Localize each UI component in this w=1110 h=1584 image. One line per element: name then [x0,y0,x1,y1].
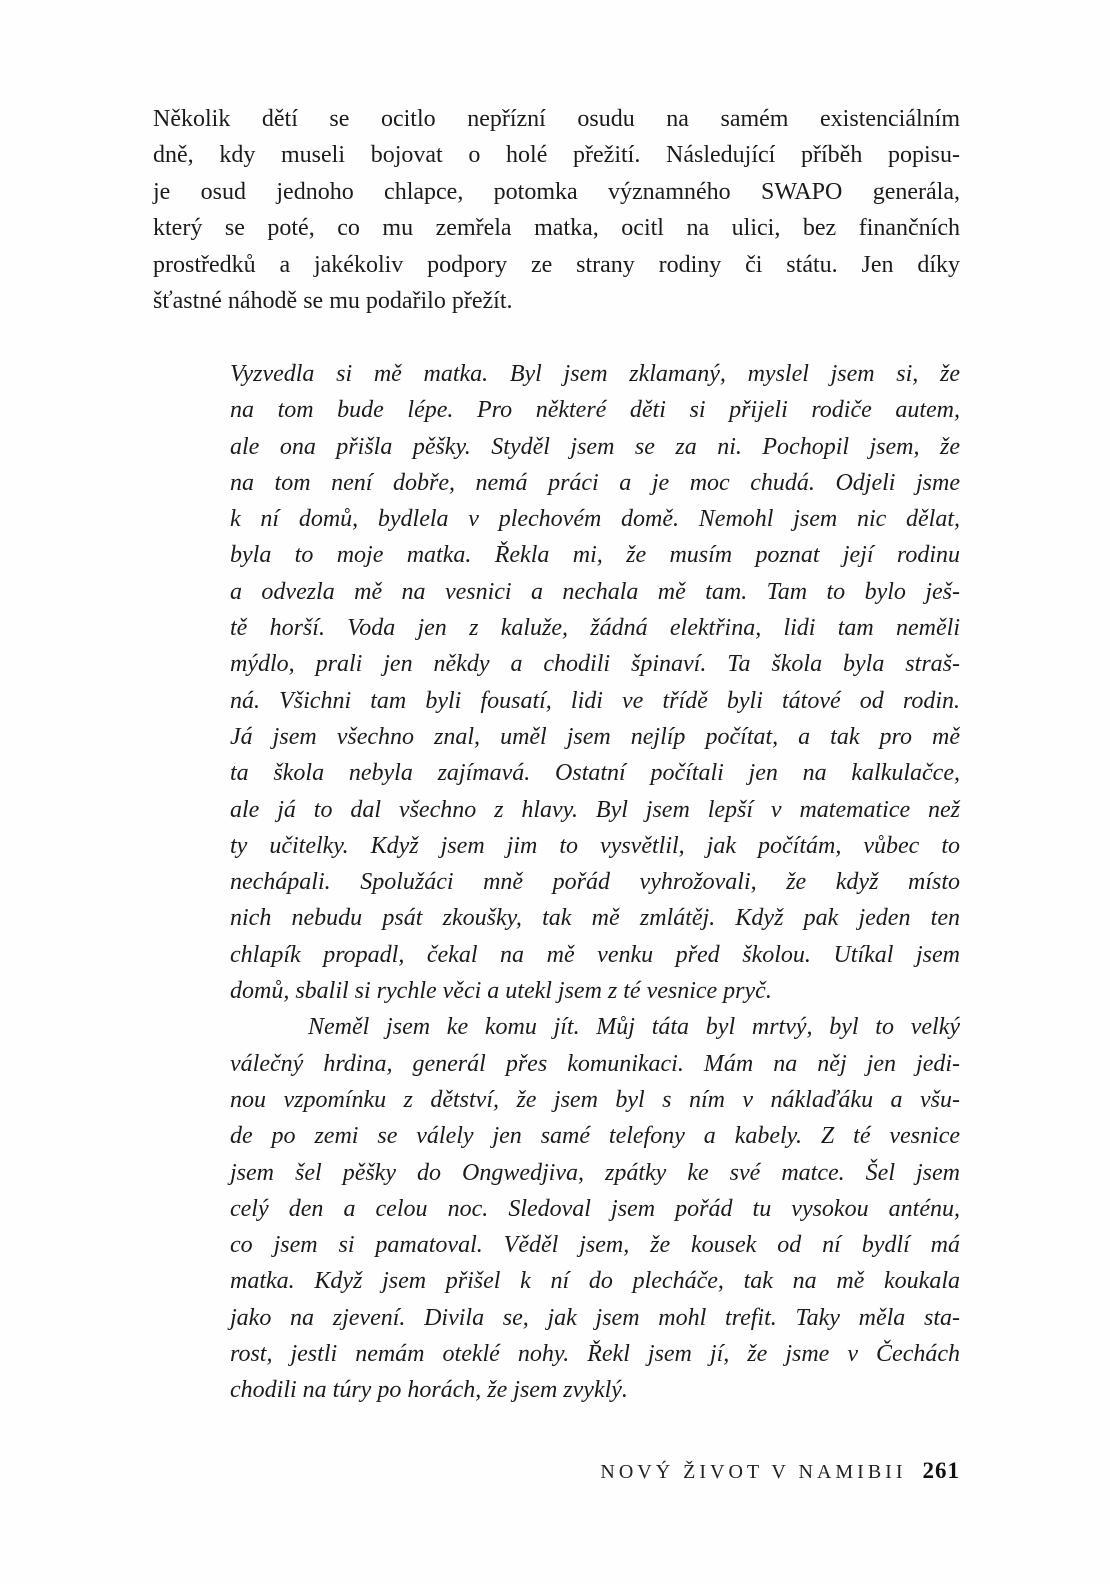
text-line: šťastné náhodě se mu podařilo přežít. [153,288,513,315]
text-line: který se poté, co mu zemřela matka, ocitl na ulici, bez finančních [153,215,960,242]
text-line: ta škola nebyla zajímavá. Ostatní počítali jen na kalkulačce, [230,760,960,787]
text-line: válečný hrdina, generál přes komunikaci. Mám na něj jen jedi- [230,1050,960,1077]
text-line: de po zemi se válely jen samé telefony a kabely. Z té vesnice [230,1123,960,1150]
text-line: ale já to dal všechno z hlavy. Byl jsem lepší v matematice než [230,796,960,823]
text-line: k ní domů, bydlela v plechovém domě. Nemohl jsem nic dělat, [230,506,960,533]
text-line: celý den a celou noc. Sledoval jsem pořád tu vysokou anténu, [230,1195,960,1222]
text-line: na tom není dobře, nemá práci a je moc chudá. Odjeli jsme [230,469,960,496]
text-line: tě horší. Voda jen z kaluže, žádná elektřina, lidi tam neměli [230,615,960,642]
text-line: dně, kdy museli bojovat o holé přežití. Následující příběh popisu- [153,142,960,169]
text-line: a odvezla mě na vesnici a nechala mě tam. Tam to bylo ješ- [230,578,960,605]
text-line: Neměl jsem ke komu jít. Můj táta byl mrtvý, byl to velký [308,1014,960,1041]
running-title: NOVÝ ŽIVOT V NAMIBII [600,1461,907,1483]
text-line: jsem šel pěšky do Ongwedjiva, zpátky ke své matce. Šel jsem [230,1159,960,1186]
text-line: prostředků a jakékoliv podpory ze strany rodiny či státu. Jen díky [153,251,960,278]
intro-paragraph [153,101,960,319]
text-line: rost, jestli nemám oteklé nohy. Řekl jsem jí, že jsme v Čechách [230,1341,960,1368]
text-line: ty učitelky. Když jsem jim to vysvětlil, jak počítám, vůbec to [230,832,960,859]
text-line: ale ona přišla pěšky. Styděl jsem se za ni. Pochopil jsem, že [230,433,960,460]
text-line: Já jsem všechno znal, uměl jsem nejlíp počítat, a tak pro mě [230,723,960,750]
text-line: Vyzvedla si mě matka. Byl jsem zklamaný, myslel jsem si, že [230,361,960,387]
text-line: chodili na túry po horách, že jsem zvyklý. [230,1377,628,1404]
text-line: je osud jednoho chlapce, potomka významného SWAPO generála, [153,178,960,205]
text-line: matka. Když jsem přišel k ní do plecháče, tak na mě koukala [230,1268,960,1295]
page-number: 261 [922,1458,960,1483]
text-line: chlapík propadl, čekal na mě venku před školou. Utíkal jsem [230,941,960,968]
quote-block [230,356,960,1409]
text-line: byla to moje matka. Řekla mi, že musím poznat její rodinu [230,542,960,569]
text-line: nou vzpomínku z dětství, že jsem byl s ním v náklaďáku a všu- [230,1086,960,1113]
text-line: nich nebudu psát zkoušky, tak mě zmlátěj. Když pak jeden ten [230,905,960,932]
text-line: co jsem si pamatoval. Věděl jsem, že kousek od ní bydlí má [230,1232,960,1259]
text-line: na tom bude lépe. Pro některé děti si přijeli rodiče autem, [230,397,960,424]
text-line: mýdlo, prali jen někdy a chodili špinaví. Ta škola byla straš- [230,651,960,678]
text-line: Několik dětí se ocitlo nepřízní osudu na samém existenciálním [153,106,960,132]
text-line: domů, sbalil si rychle věci a utekl jsem z té vesnice pryč. [230,978,772,1005]
page-footer [153,1458,960,1484]
text-line: ná. Všichni tam byli fousatí, lidi ve třídě byli tátové od rodin. [230,687,960,714]
text-line: nechápali. Spolužáci mně pořád vyhrožovali, že když místo [230,869,960,896]
text-line: jako na zjevení. Divila se, jak jsem mohl trefit. Taky měla sta- [230,1304,960,1331]
